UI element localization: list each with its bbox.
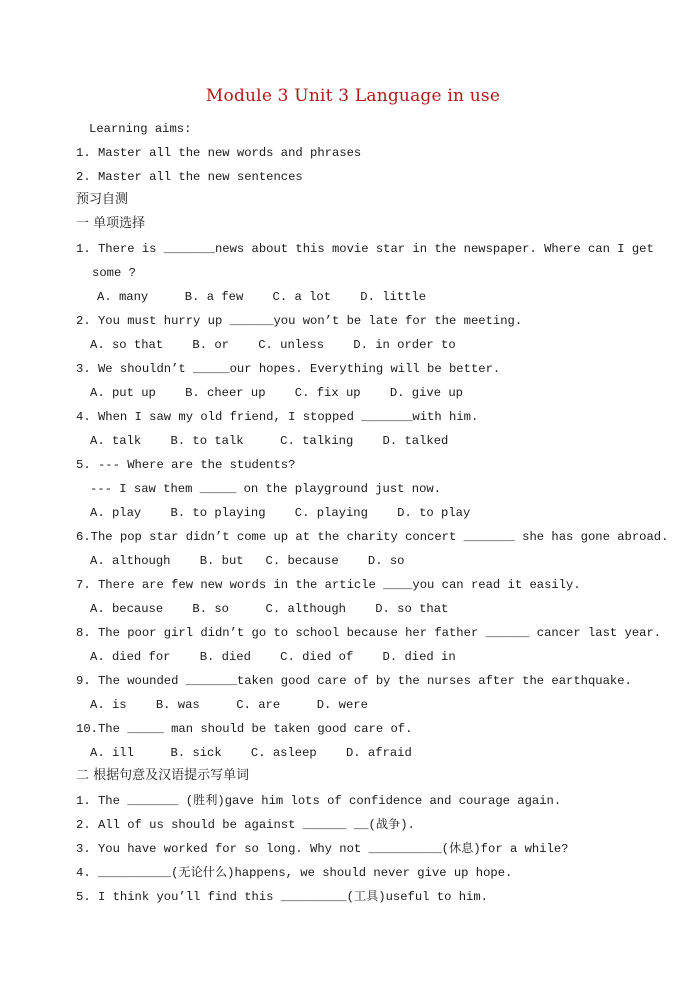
question-10-options: A. ill B. sick C. asleep D. afraid [90,746,412,760]
learning-aims-heading: Learning aims: [89,122,192,136]
question-5-dialogue: --- I saw them _____ on the playground just now. [90,482,442,496]
question-6-options: A. although B. but C. because D. so [90,554,405,568]
question-3: 3. We shouldn’t _____our hopes. Everything will be better. [76,362,501,376]
question-4-options: A. talk B. to talk C. talking D. talked [90,434,449,448]
question-2-options: A. so that B. or C. unless D. in order to [90,338,456,352]
section-preview-heading: 预习自测 [76,192,129,207]
fill-in-3: 3. You have worked for so long. Why not __________(休息)for a while? [76,842,569,856]
fill-in-1: 1. The _______ (胜利)gave him lots of confidence and courage again. [76,794,562,808]
question-1: 1. There is _______news about this movie star in the newspaper. Where can I get [76,242,654,256]
question-8: 8. The poor girl didn’t go to school because her father ______ cancer last year. [76,626,662,640]
aim-2: 2. Master all the new sentences [76,170,303,184]
question-4: 4. When I saw my old friend, I stopped _______with him. [76,410,479,424]
section-2-heading: 二 根据句意及汉语提示写单词 [76,768,250,783]
question-7: 7. There are few new words in the article ____you can read it easily. [76,578,581,592]
question-5-options: A. play B. to playing C. playing D. to play [90,506,471,520]
question-9: 9. The wounded _______taken good care of by the nurses after the earthquake. [76,674,632,688]
fill-in-5: 5. I think you’ll find this _________(工具)useful to him. [76,890,489,904]
question-1-continued: some ? [92,266,136,280]
question-3-options: A. put up B. cheer up C. fix up D. give up [90,386,463,400]
question-5: 5. --- Where are the students? [76,458,296,472]
aim-1: 1. Master all the new words and phrases [76,146,362,160]
question-7-options: A. because B. so C. although D. so that [90,602,449,616]
question-8-options: A. died for B. died C. died of D. died in [90,650,456,664]
page-title: Module 3 Unit 3 Language in use [205,86,501,106]
question-6: 6.The pop star didn’t come up at the charity concert _______ she has gone abroad. [76,530,669,544]
section-1-heading: 一 单项选择 [76,216,146,231]
fill-in-2: 2. All of us should be against ______ __(战争). [76,818,415,832]
question-9-options: A. is B. was C. are D. were [90,698,368,712]
question-10: 10.The _____ man should be taken good care of. [76,722,413,736]
question-1-options: A. many B. a few C. a lot D. little [97,290,427,304]
fill-in-4: 4. __________(无论什么)happens, we should never give up hope. [76,866,513,880]
question-2: 2. You must hurry up ______you won’t be late for the meeting. [76,314,523,328]
